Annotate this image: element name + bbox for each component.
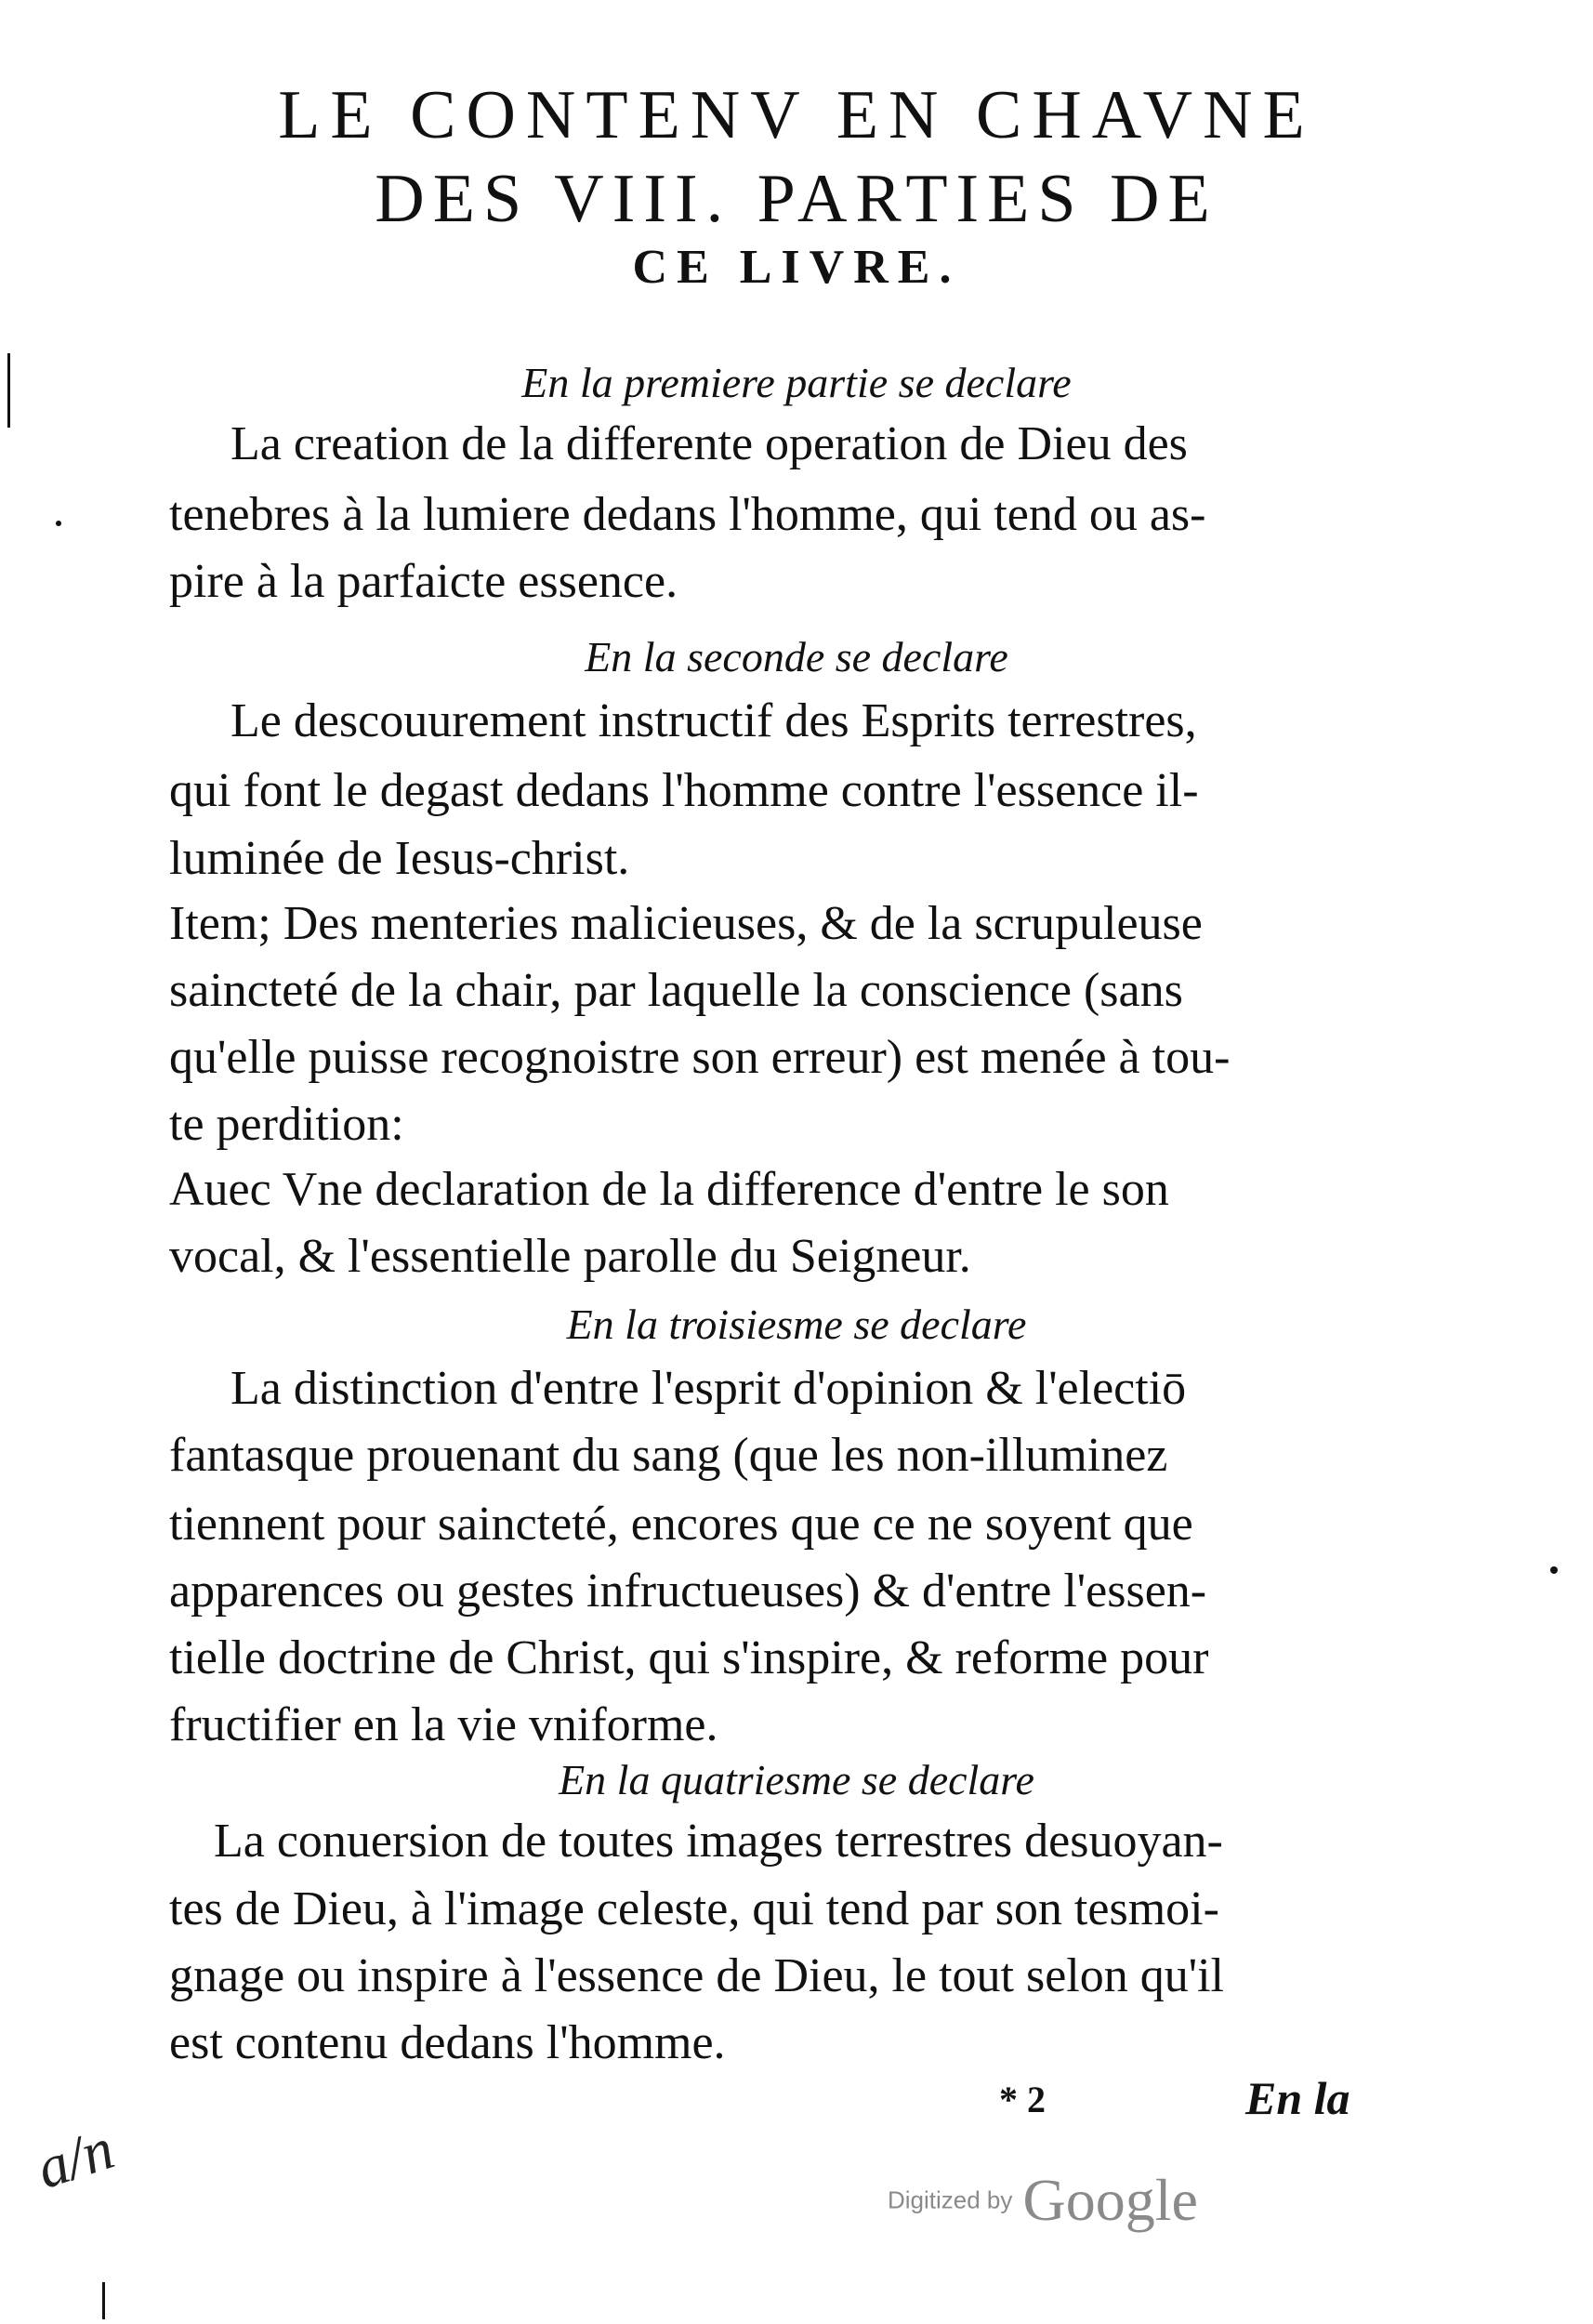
section-2-line-3: luminée de Iesus-christ.: [169, 832, 630, 885]
section-2-line-8: Auec Vne declaration de la difference d'entre le son: [169, 1163, 1169, 1216]
section-3-heading: En la troisiesme se declare: [566, 1301, 1027, 1348]
scan-speck: [1550, 1566, 1558, 1574]
section-1-line-1: La creation de la differente operation de Dieu des: [230, 417, 1188, 470]
section-2-line-6: qu'elle puisse recognoistre son erreur) est menée à tou-: [169, 1031, 1231, 1084]
section-3-line-1: La distinction d'entre l'esprit d'opinion & l'electiō: [230, 1362, 1187, 1415]
scan-speck: [56, 521, 61, 526]
signature-mark: * 2: [999, 2079, 1046, 2120]
section-3-line-3: tiennent pour saincteté, encores que ce ne soyent que: [169, 1498, 1193, 1551]
section-2-heading: En la seconde se declare: [585, 633, 1008, 680]
section-3-line-4: apparences ou gestes infructueuses) & d'entre l'essen-: [169, 1565, 1207, 1618]
page-title-line-2: DES VIII. PARTIES DE: [375, 161, 1218, 237]
section-3-line-2: fantasque prouenant du sang (que les non-illuminez: [169, 1429, 1168, 1482]
handwritten-margin-note: a/n: [28, 2115, 122, 2201]
scan-edge-mark: [7, 353, 10, 428]
scan-edge-mark: [102, 2282, 105, 2319]
google-logo: Google: [1022, 2167, 1198, 2233]
page-title-line-1: LE CONTENV EN CHAVNE: [278, 77, 1315, 153]
catchword: En la: [1245, 2072, 1350, 2124]
section-4-line-3: gnage ou inspire à l'essence de Dieu, le tout selon qu'il: [169, 1949, 1224, 2002]
section-4-line-2: tes de Dieu, à l'image celeste, qui tend par son tesmoi-: [169, 1882, 1219, 1935]
section-3-line-6: fructifier en la vie vniforme.: [169, 1698, 718, 1751]
section-4-heading: En la quatriesme se declare: [559, 1756, 1034, 1803]
section-2-line-5: saincteté de la chair, par laquelle la conscience (sans: [169, 964, 1183, 1017]
page-title-line-3: CE LIVRE.: [632, 241, 961, 294]
section-2-line-7: te perdition:: [169, 1098, 404, 1151]
section-1-line-3: pire à la parfaicte essence.: [169, 555, 678, 608]
section-4-line-4: est contenu dedans l'homme.: [169, 2016, 726, 2069]
section-4-line-1: La conuersion de toutes images terrestres desuoyan-: [214, 1815, 1223, 1868]
digitized-watermark: [888, 2166, 1198, 2235]
section-2-line-2: qui font le degast dedans l'homme contre l'essence il-: [169, 764, 1199, 817]
section-1-heading: En la premiere partie se declare: [521, 359, 1072, 406]
section-2-line-4: Item; Des menteries malicieuses, & de la scrupuleuse: [169, 897, 1203, 950]
section-2-line-1: Le descouurement instructif des Esprits terrestres,: [230, 694, 1197, 747]
section-3-line-5: tielle doctrine de Christ, qui s'inspire, & reforme pour: [169, 1631, 1209, 1684]
section-2-line-9: vocal, & l'essentielle parolle du Seigneur.: [169, 1230, 971, 1283]
section-1-line-2: tenebres à la lumiere dedans l'homme, qui tend ou as-: [169, 488, 1206, 541]
watermark-prefix: Digitized by: [888, 2185, 1013, 2214]
